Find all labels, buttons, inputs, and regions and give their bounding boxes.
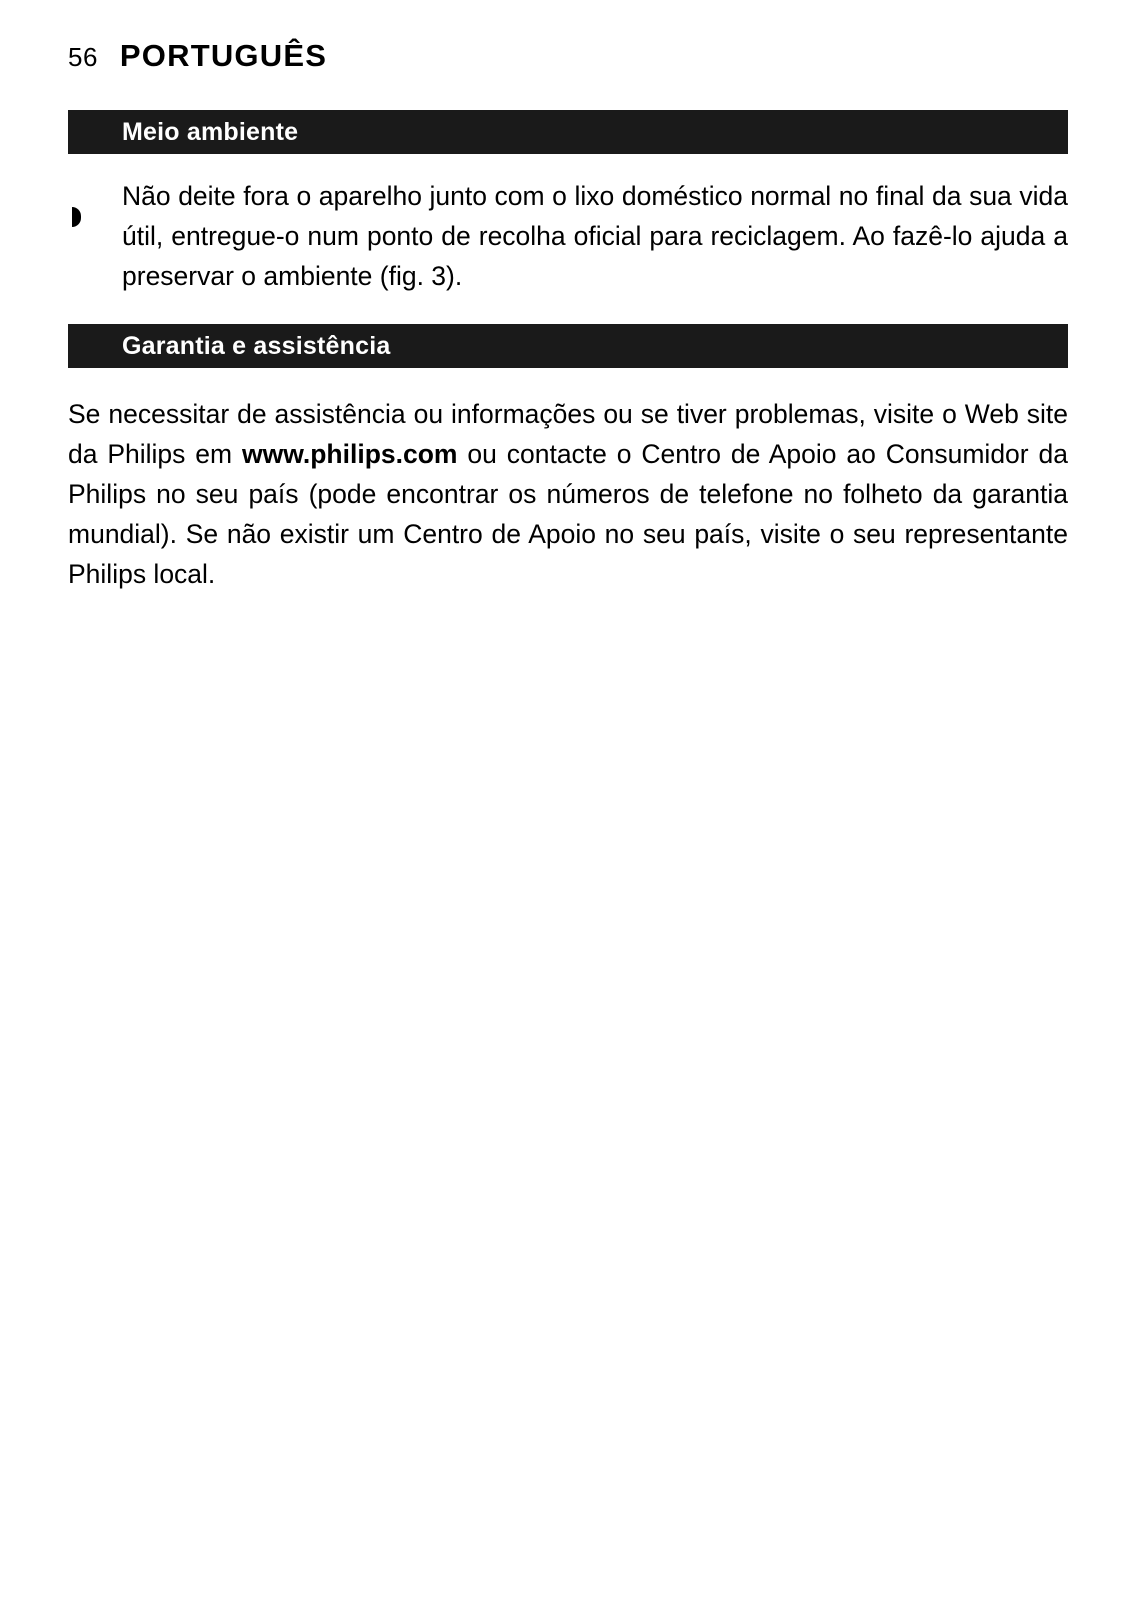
page-header: [0, 0, 1136, 74]
warranty-text-part2: ou contacte o Centro de Apoio ao Consumidor da Philips no seu país (pode encontrar os números de telefone no folheto da garantia mundial). Se não existir um Centro de Apoio no seu país, visite o seu representante Philips local.: [68, 439, 1068, 589]
page-number: 56: [68, 42, 98, 72]
section-title-warranty: Garantia e assistência: [122, 331, 391, 360]
bullet-text: Não deite fora o aparelho junto com o lixo doméstico normal no final da sua vida útil, entregue-o num ponto de recolha oficial para reciclagem. Ao fazê-lo ajuda a preservar o ambiente (fig. 3).: [122, 181, 1068, 291]
environment-bullet-list: [68, 176, 1068, 296]
section-header-warranty: [68, 324, 1068, 368]
warranty-paragraph: [68, 394, 1068, 594]
warranty-text-part1: Se necessitar de assistência ou informações ou se tiver problemas, visite o Web site da Philips em: [68, 399, 1068, 469]
philips-website-link[interactable]: www.philips.com: [242, 439, 458, 469]
language-title: PORTUGUÊS: [119, 38, 328, 73]
section-header-environment: [68, 110, 1068, 154]
section-title-environment: Meio ambiente: [122, 117, 299, 146]
list-item: [68, 176, 1068, 296]
bullet-marker-icon: [68, 176, 122, 217]
